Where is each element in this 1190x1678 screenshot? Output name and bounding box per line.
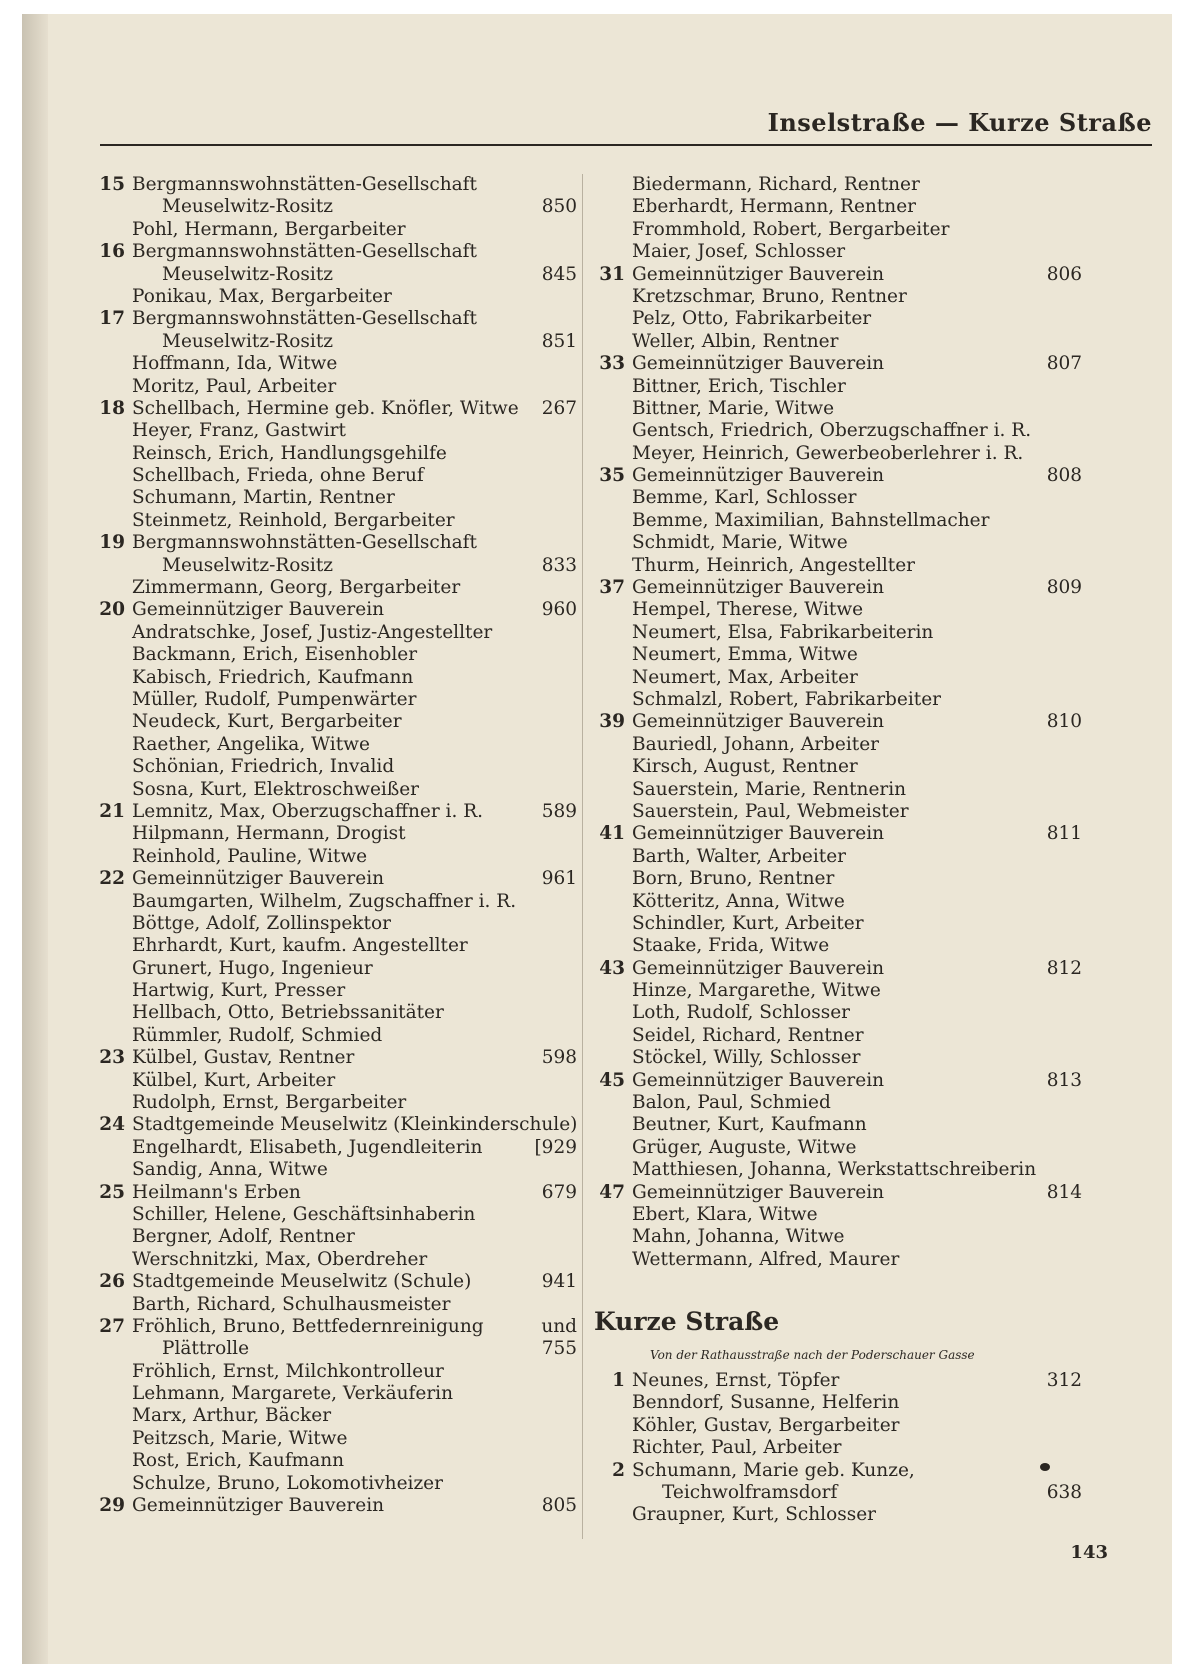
- list-item: [92, 891, 577, 913]
- entry-text: Meuselwitz-Rositz: [162, 196, 334, 218]
- entry-text: Rost, Erich, Kaufmann: [132, 1450, 345, 1472]
- list-item: [592, 331, 1082, 353]
- house-number: 35: [599, 465, 625, 487]
- entry-text: Born, Bruno, Rentner: [632, 868, 835, 890]
- entry-text: Andratschke, Josef, Justiz-Angestellter: [132, 621, 493, 643]
- entry-text: Barth, Richard, Schulhausmeister: [132, 1293, 451, 1315]
- entry-text: Meuselwitz-Rositz: [162, 263, 334, 285]
- list-item: [592, 935, 1082, 957]
- list-item: [92, 241, 577, 263]
- entry-value: 960: [541, 599, 577, 621]
- list-item: [92, 510, 577, 532]
- list-item: [592, 1482, 1082, 1504]
- list-item: [92, 1271, 577, 1293]
- list-item: [92, 1182, 577, 1204]
- entry-value: 807: [1046, 353, 1082, 375]
- entry-text: Külbel, Kurt, Arbeiter: [132, 1069, 336, 1091]
- entry-value: 814: [1046, 1181, 1082, 1203]
- list-item: [92, 1204, 577, 1226]
- list-item: [92, 1025, 577, 1047]
- entry-text: Weller, Albin, Rentner: [632, 330, 839, 352]
- entry-text: Bergmannswohnstätten-Gesellschaft: [132, 532, 477, 554]
- list-item: [92, 1450, 577, 1472]
- entry-text: Ebert, Klara, Witwe: [632, 1203, 818, 1225]
- list-item: [592, 1415, 1082, 1437]
- list-item: [592, 599, 1082, 621]
- entry-text: Stadtgemeinde Meuselwitz (Kleinkinderschule): [132, 1114, 578, 1136]
- entry-text: Hempel, Therese, Witwe: [632, 599, 864, 621]
- entry-value: 833: [541, 554, 577, 576]
- entry-text: Kretzschmar, Bruno, Rentner: [632, 285, 907, 307]
- entry-text: Bauriedl, Johann, Arbeiter: [632, 733, 879, 755]
- entry-text: Hellbach, Otto, Betriebssanitäter: [132, 1002, 444, 1024]
- list-item: [592, 1092, 1082, 1114]
- entry-value: 812: [1046, 957, 1082, 979]
- entry-text: Gemeinnütziger Bauverein: [632, 1181, 885, 1203]
- entry-text: Bergmannswohnstätten-Gesellschaft: [132, 241, 477, 263]
- list-item: [592, 622, 1082, 644]
- list-item: [592, 241, 1082, 263]
- list-item: [592, 1047, 1082, 1069]
- entry-text: Sauerstein, Paul, Webmeister: [632, 800, 909, 822]
- entry-text: Peitzsch, Marie, Witwe: [132, 1427, 348, 1449]
- list-item: [92, 913, 577, 935]
- list-item: [92, 286, 577, 308]
- list-item: [92, 711, 577, 733]
- street-subtitle: Von der Rathausstraße nach der Poderschauer Gasse: [650, 1348, 975, 1362]
- list-item: [92, 935, 577, 957]
- house-number: 47: [599, 1181, 625, 1203]
- list-item: [92, 1070, 577, 1092]
- entry-text: Grüger, Auguste, Witwe: [632, 1136, 857, 1158]
- house-number: 18: [99, 397, 125, 419]
- entry-text: Moritz, Paul, Arbeiter: [132, 375, 337, 397]
- entry-value: 312: [1046, 1370, 1082, 1391]
- list-item: [92, 622, 577, 644]
- list-item: [592, 398, 1082, 420]
- entry-text: Schellbach, Hermine geb. Knöfler, Witwe: [132, 397, 519, 419]
- list-item: [92, 443, 577, 465]
- entry-text: Graupner, Kurt, Schlosser: [632, 1504, 876, 1526]
- list-item: [92, 779, 577, 801]
- list-item: [92, 1047, 577, 1069]
- entry-text: Schindler, Kurt, Arbeiter: [632, 912, 864, 934]
- document-page: [22, 14, 1172, 1664]
- header-rule: [100, 144, 1152, 146]
- entry-text: Reinhold, Pauline, Witwe: [132, 845, 368, 867]
- entry-value: 805: [541, 1495, 577, 1517]
- list-item: [92, 1114, 577, 1136]
- list-item: [92, 1405, 577, 1427]
- entry-text: Gemeinnütziger Bauverein: [632, 1069, 885, 1091]
- entry-text: Staake, Frida, Witwe: [632, 935, 830, 957]
- entry-text: Stöckel, Willy, Schlosser: [632, 1047, 861, 1069]
- list-item: [592, 1204, 1082, 1226]
- street-title: Kurze Straße: [594, 1307, 780, 1336]
- list-item: [92, 1473, 577, 1495]
- entry-text: Meuselwitz-Rositz: [162, 330, 334, 352]
- list-item: [92, 420, 577, 442]
- left-column: [92, 174, 577, 1517]
- entry-text: Gentsch, Friedrich, Oberzugschaffner i. R.: [632, 420, 1032, 442]
- list-item: [592, 487, 1082, 509]
- entry-text: Bemme, Karl, Schlosser: [632, 487, 857, 509]
- page-spine-shadow: [22, 14, 48, 1664]
- entry-text: Lemnitz, Max, Oberzugschaffner i. R.: [132, 800, 484, 822]
- entry-text: Frommhold, Robert, Bergarbeiter: [632, 218, 950, 240]
- list-item: [592, 465, 1082, 487]
- list-item: [92, 555, 577, 577]
- entry-text: Schellbach, Frieda, ohne Beruf: [132, 465, 424, 487]
- entry-text: Gemeinnütziger Bauverein: [632, 823, 885, 845]
- column-divider: [582, 174, 583, 1539]
- list-item: [592, 868, 1082, 890]
- list-item: [592, 913, 1082, 935]
- house-number: 43: [599, 957, 625, 979]
- list-item: [592, 264, 1082, 286]
- list-item: [92, 1092, 577, 1114]
- entry-text: Neumert, Max, Arbeiter: [632, 666, 858, 688]
- list-item: [92, 532, 577, 554]
- list-item: [592, 420, 1082, 442]
- list-item: [92, 599, 577, 621]
- entry-value: 638: [1046, 1481, 1082, 1503]
- entry-value: und: [541, 1315, 577, 1337]
- house-number: 45: [599, 1069, 625, 1091]
- list-item: [92, 1159, 577, 1181]
- house-number: 16: [99, 241, 125, 263]
- entry-text: Böttge, Adolf, Zollinspektor: [132, 912, 391, 934]
- entry-text: Hartwig, Kurt, Presser: [132, 980, 346, 1002]
- house-number: 26: [99, 1271, 125, 1293]
- list-item: [92, 1495, 577, 1517]
- entry-text: Bergner, Adolf, Rentner: [132, 1226, 355, 1248]
- entry-text: Lehmann, Margarete, Verkäuferin: [132, 1383, 454, 1405]
- entry-text: Pelz, Otto, Fabrikarbeiter: [632, 308, 872, 330]
- entry-text: Neumert, Emma, Witwe: [632, 644, 858, 666]
- entry-value: 809: [1046, 577, 1082, 599]
- house-number: 27: [99, 1315, 125, 1337]
- entry-text: Sauerstein, Marie, Rentnerin: [632, 778, 907, 800]
- list-item: [592, 308, 1082, 330]
- entry-text: Kirsch, August, Rentner: [632, 756, 858, 778]
- list-item: [92, 1002, 577, 1024]
- list-item: [592, 1249, 1082, 1271]
- entry-text: Beutner, Kurt, Kaufmann: [632, 1114, 867, 1136]
- list-item: [592, 779, 1082, 801]
- entry-value: 808: [1046, 465, 1082, 487]
- list-item: [92, 1383, 577, 1405]
- entry-text: Schiller, Helene, Geschäftsinhaberin: [132, 1203, 476, 1225]
- house-number: 31: [599, 263, 625, 285]
- list-item: [92, 465, 577, 487]
- entry-text: Seidel, Richard, Rentner: [632, 1024, 864, 1046]
- entry-value: 589: [541, 800, 577, 822]
- list-item: [592, 734, 1082, 756]
- list-item: [592, 286, 1082, 308]
- house-number: 21: [99, 800, 125, 822]
- list-item: [592, 958, 1082, 980]
- list-item: [92, 487, 577, 509]
- entry-text: Hoffmann, Ida, Witwe: [132, 353, 338, 375]
- list-item: [592, 1437, 1082, 1459]
- entry-text: Schumann, Marie geb. Kunze,: [632, 1459, 915, 1481]
- entry-text: Mahn, Johanna, Witwe: [632, 1226, 845, 1248]
- entry-text: Meuselwitz-Rositz: [162, 554, 334, 576]
- entry-text: Maier, Josef, Schlosser: [632, 241, 846, 263]
- entry-value: 851: [541, 330, 577, 352]
- entry-text: Bergmannswohnstätten-Gesellschaft: [132, 174, 477, 195]
- list-item: [92, 1137, 577, 1159]
- house-number: 39: [599, 711, 625, 733]
- entry-text: Wettermann, Alfred, Maurer: [632, 1248, 900, 1270]
- entry-text: Bergmannswohnstätten-Gesellschaft: [132, 308, 477, 330]
- entry-text: Neumert, Elsa, Fabrikarbeiterin: [632, 621, 934, 643]
- entry-value: [929: [534, 1136, 577, 1158]
- kurze-strasse-list: [592, 1370, 1082, 1527]
- list-item: [592, 443, 1082, 465]
- list-item: [92, 868, 577, 890]
- list-item: [92, 734, 577, 756]
- entry-text: Gemeinnütziger Bauverein: [632, 957, 885, 979]
- entry-text: Kabisch, Friedrich, Kaufmann: [132, 666, 414, 688]
- entry-text: Schumann, Martin, Rentner: [132, 487, 395, 509]
- entry-text: Backmann, Erich, Eisenhobler: [132, 644, 418, 666]
- right-column: [592, 174, 1082, 1271]
- entry-text: Köhler, Gustav, Bergarbeiter: [632, 1414, 900, 1436]
- entry-value: 679: [541, 1181, 577, 1203]
- entry-text: Schönian, Friedrich, Invalid: [132, 756, 395, 778]
- entry-text: Neunes, Ernst, Töpfer: [632, 1370, 840, 1391]
- entry-value: 806: [1046, 263, 1082, 285]
- list-item: [92, 846, 577, 868]
- entry-text: Raether, Angelika, Witwe: [132, 733, 370, 755]
- entry-value: 850: [541, 196, 577, 218]
- entry-text: Werschnitzki, Max, Oberdreher: [132, 1248, 428, 1270]
- house-number: 37: [599, 577, 625, 599]
- list-item: [592, 1504, 1082, 1526]
- list-item: [592, 1002, 1082, 1024]
- house-number: 33: [599, 353, 625, 375]
- entry-text: Rümmler, Rudolf, Schmied: [132, 1024, 383, 1046]
- entry-text: Schmidt, Marie, Witwe: [632, 532, 848, 554]
- list-item: [592, 667, 1082, 689]
- list-item: [92, 958, 577, 980]
- entry-text: Heilmann's Erben: [132, 1181, 301, 1203]
- list-item: [592, 353, 1082, 375]
- entry-text: Bittner, Erich, Tischler: [632, 375, 846, 397]
- entry-text: Gemeinnütziger Bauverein: [132, 1495, 385, 1517]
- list-item: [592, 532, 1082, 554]
- entry-value: 267: [541, 397, 577, 419]
- entry-text: Heyer, Franz, Gastwirt: [132, 420, 346, 442]
- list-item: [92, 376, 577, 398]
- list-item: [592, 577, 1082, 599]
- entry-text: Meyer, Heinrich, Gewerbeoberlehrer i. R.: [632, 442, 1024, 464]
- entry-value: 811: [1046, 823, 1082, 845]
- entry-text: Benndorf, Susanne, Helferin: [632, 1392, 900, 1414]
- entry-text: Engelhardt, Elisabeth, Jugendleiterin: [132, 1136, 483, 1158]
- entry-text: Gemeinnütziger Bauverein: [632, 711, 885, 733]
- list-item: [92, 174, 577, 196]
- list-item: [92, 308, 577, 330]
- entry-text: Zimmermann, Georg, Bergarbeiter: [132, 577, 461, 599]
- entry-value: 961: [541, 868, 577, 890]
- entry-text: Hinze, Margarethe, Witwe: [632, 980, 881, 1002]
- entry-text: Schulze, Bruno, Lokomotivheizer: [132, 1472, 443, 1494]
- list-item: [592, 1392, 1082, 1414]
- entry-text: Kötteritz, Anna, Witwe: [632, 890, 845, 912]
- entry-text: Barth, Walter, Arbeiter: [632, 845, 847, 867]
- list-item: [92, 644, 577, 666]
- entry-text: Reinsch, Erich, Handlungsgehilfe: [132, 442, 447, 464]
- entry-text: Bittner, Marie, Witwe: [632, 397, 835, 419]
- entry-text: Biedermann, Richard, Rentner: [632, 174, 920, 195]
- entry-text: Baumgarten, Wilhelm, Zugschaffner i. R.: [132, 890, 517, 912]
- entry-text: Sandig, Anna, Witwe: [132, 1159, 328, 1181]
- entry-text: Külbel, Gustav, Rentner: [132, 1047, 355, 1069]
- house-number: 20: [99, 599, 125, 621]
- house-number: 2: [612, 1459, 625, 1481]
- list-item: [592, 1137, 1082, 1159]
- entry-value: 813: [1046, 1069, 1082, 1091]
- list-item: [592, 891, 1082, 913]
- list-item: [92, 219, 577, 241]
- list-item: [592, 1025, 1082, 1047]
- list-item: [592, 1114, 1082, 1136]
- entry-text: Eberhardt, Hermann, Rentner: [632, 196, 916, 218]
- entry-text: Grunert, Hugo, Ingenieur: [132, 957, 373, 979]
- house-number: 22: [99, 868, 125, 890]
- list-item: [592, 1460, 1082, 1482]
- list-item: [592, 376, 1082, 398]
- list-item: [92, 689, 577, 711]
- list-item: [592, 1370, 1082, 1392]
- list-item: [92, 1361, 577, 1383]
- list-item: [592, 689, 1082, 711]
- page-number: 143: [1070, 1542, 1108, 1563]
- list-item: [92, 1249, 577, 1271]
- house-number: 17: [99, 308, 125, 330]
- list-item: [592, 1159, 1082, 1181]
- list-item: [592, 644, 1082, 666]
- page-header-title: Inselstraße — Kurze Straße: [767, 108, 1152, 137]
- list-item: [592, 801, 1082, 823]
- entry-value: 845: [541, 263, 577, 285]
- house-number: 19: [99, 532, 125, 554]
- ink-spot: [1040, 1463, 1050, 1471]
- list-item: [592, 756, 1082, 778]
- entry-text: Gemeinnütziger Bauverein: [132, 868, 385, 890]
- entry-text: Pohl, Hermann, Bergarbeiter: [132, 218, 406, 240]
- entry-value: 755: [541, 1338, 577, 1360]
- list-item: [92, 980, 577, 1002]
- list-item: [592, 711, 1082, 733]
- list-item: [592, 510, 1082, 532]
- entry-value: 810: [1046, 711, 1082, 733]
- list-item: [592, 219, 1082, 241]
- entry-text: Fröhlich, Ernst, Milchkontrolleur: [132, 1360, 444, 1382]
- house-number: 24: [99, 1114, 125, 1136]
- entry-text: Hilpmann, Hermann, Drogist: [132, 823, 406, 845]
- house-number: 23: [99, 1047, 125, 1069]
- list-item: [92, 823, 577, 845]
- entry-text: Steinmetz, Reinhold, Bergarbeiter: [132, 509, 455, 531]
- list-item: [92, 801, 577, 823]
- list-item: [592, 196, 1082, 218]
- list-item: [592, 1070, 1082, 1092]
- entry-text: Gemeinnütziger Bauverein: [632, 577, 885, 599]
- list-item: [92, 577, 577, 599]
- entry-text: Bemme, Maximilian, Bahnstellmacher: [632, 509, 990, 531]
- list-item: [92, 398, 577, 420]
- entry-value: 598: [541, 1047, 577, 1069]
- list-item: [92, 1316, 577, 1338]
- entry-text: Matthiesen, Johanna, Werkstattschreiberin: [632, 1159, 1037, 1181]
- entry-text: Müller, Rudolf, Pumpenwärter: [132, 688, 417, 710]
- list-item: [592, 980, 1082, 1002]
- entry-text: Plättrolle: [162, 1338, 250, 1360]
- entry-text: Ponikau, Max, Bergarbeiter: [132, 285, 392, 307]
- entry-text: Ehrhardt, Kurt, kaufm. Angestellter: [132, 935, 468, 957]
- house-number: 41: [599, 823, 625, 845]
- list-item: [592, 555, 1082, 577]
- entry-text: Gemeinnütziger Bauverein: [632, 263, 885, 285]
- entry-text: Balon, Paul, Schmied: [632, 1092, 831, 1114]
- list-item: [92, 667, 577, 689]
- entry-text: Stadtgemeinde Meuselwitz (Schule): [132, 1271, 472, 1293]
- list-item: [92, 196, 577, 218]
- entry-text: Sosna, Kurt, Elektroschweißer: [132, 778, 419, 800]
- entry-text: Teichwolframsdorf: [662, 1481, 838, 1503]
- entry-value: 941: [541, 1271, 577, 1293]
- house-number: 25: [99, 1181, 125, 1203]
- list-item: [92, 1226, 577, 1248]
- list-item: [592, 1182, 1082, 1204]
- house-number: 1: [612, 1370, 625, 1391]
- list-item: [592, 846, 1082, 868]
- house-number: 29: [99, 1495, 125, 1517]
- house-number: 15: [99, 174, 125, 195]
- entry-text: Schmalzl, Robert, Fabrikarbeiter: [632, 688, 941, 710]
- entry-text: Rudolph, Ernst, Bergarbeiter: [132, 1092, 407, 1114]
- entry-text: Marx, Arthur, Bäcker: [132, 1405, 332, 1427]
- list-item: [592, 1226, 1082, 1248]
- entry-text: Gemeinnütziger Bauverein: [632, 465, 885, 487]
- entry-text: Richter, Paul, Arbeiter: [632, 1437, 842, 1459]
- list-item: [92, 264, 577, 286]
- entry-text: Thurm, Heinrich, Angestellter: [632, 554, 916, 576]
- list-item: [92, 1428, 577, 1450]
- entry-text: Gemeinnütziger Bauverein: [632, 353, 885, 375]
- list-item: [92, 756, 577, 778]
- list-item: [592, 823, 1082, 845]
- entry-text: Loth, Rudolf, Schlosser: [632, 1002, 851, 1024]
- entry-text: Neudeck, Kurt, Bergarbeiter: [132, 711, 402, 733]
- list-item: [92, 1294, 577, 1316]
- list-item: [92, 353, 577, 375]
- list-item: [592, 174, 1082, 196]
- entry-text: Fröhlich, Bruno, Bettfedernreinigung: [132, 1315, 484, 1337]
- list-item: [92, 1338, 577, 1360]
- list-item: [92, 331, 577, 353]
- entry-text: Gemeinnütziger Bauverein: [132, 599, 385, 621]
